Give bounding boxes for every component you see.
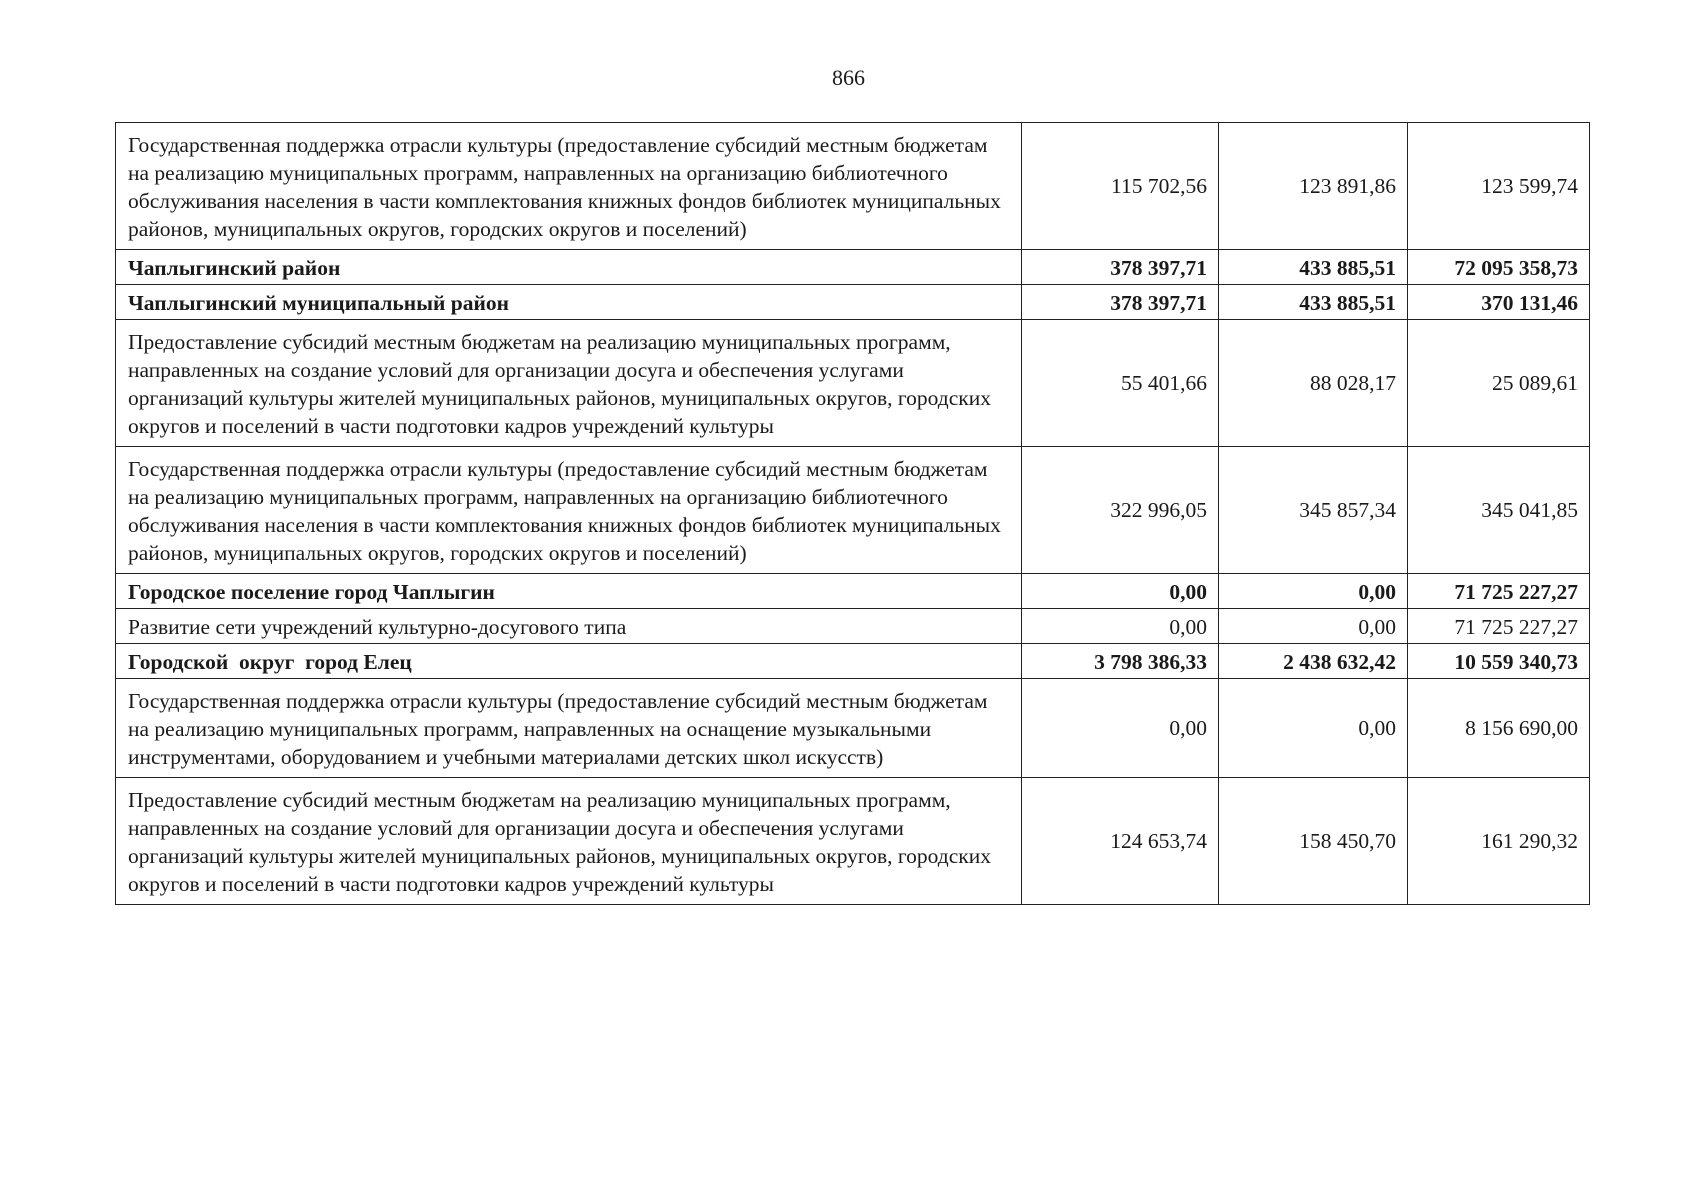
table-row: [116, 320, 1590, 447]
value-col-1: 55 401,66: [1022, 320, 1219, 447]
value-col-2: 0,00: [1219, 574, 1408, 609]
page-number: 866: [832, 65, 865, 90]
row-description: Развитие сети учреждений культурно-досугового типа: [116, 609, 1022, 644]
value-col-1: 3 798 386,33: [1022, 644, 1219, 679]
value-col-3: 345 041,85: [1408, 447, 1590, 574]
table-row: [116, 644, 1590, 679]
value-col-3: 10 559 340,73: [1408, 644, 1590, 679]
table-row: [116, 123, 1590, 250]
value-col-3: 161 290,32: [1408, 778, 1590, 905]
value-col-2: 0,00: [1219, 679, 1408, 778]
table-row: [116, 285, 1590, 320]
table-row: [116, 250, 1590, 285]
value-col-3: 71 725 227,27: [1408, 609, 1590, 644]
value-col-1: 0,00: [1022, 609, 1219, 644]
table-row: [116, 609, 1590, 644]
value-col-1: 115 702,56: [1022, 123, 1219, 250]
value-col-3: 71 725 227,27: [1408, 574, 1590, 609]
row-description: Государственная поддержка отрасли культуры (предоставление субсидий местным бюджетам на реализацию муниципальных программ, направленных на организацию библиотечного обслуживания населения в части комплектования книжных фондов библиотек муниципальных районов, муниципальных округов, городских округов и поселений): [116, 123, 1022, 250]
value-col-2: 433 885,51: [1219, 250, 1408, 285]
value-col-3: 25 089,61: [1408, 320, 1590, 447]
value-col-2: 88 028,17: [1219, 320, 1408, 447]
value-col-2: 158 450,70: [1219, 778, 1408, 905]
value-col-1: 124 653,74: [1022, 778, 1219, 905]
row-description: Чаплыгинский муниципальный район: [116, 285, 1022, 320]
row-description: Чаплыгинский район: [116, 250, 1022, 285]
row-description: Предоставление субсидий местным бюджетам на реализацию муниципальных программ, направленных на создание условий для организации досуга и обеспечения услугами организаций культуры жителей муниципальных районов, муниципальных округов, городских округов и поселений в части подготовки кадров учреждений культуры: [116, 778, 1022, 905]
value-col-2: 123 891,86: [1219, 123, 1408, 250]
row-description: Предоставление субсидий местным бюджетам на реализацию муниципальных программ, направленных на создание условий для организации досуга и обеспечения услугами организаций культуры жителей муниципальных районов, муниципальных округов, городских округов и поселений в части подготовки кадров учреждений культуры: [116, 320, 1022, 447]
row-description: Государственная поддержка отрасли культуры (предоставление субсидий местным бюджетам на реализацию муниципальных программ, направленных на организацию библиотечного обслуживания населения в части комплектования книжных фондов библиотек муниципальных районов, муниципальных округов, городских округов и поселений): [116, 447, 1022, 574]
table-row: [116, 778, 1590, 905]
table-row: [116, 574, 1590, 609]
value-col-1: 0,00: [1022, 679, 1219, 778]
value-col-1: 0,00: [1022, 574, 1219, 609]
value-col-3: 72 095 358,73: [1408, 250, 1590, 285]
value-col-2: 2 438 632,42: [1219, 644, 1408, 679]
value-col-2: 433 885,51: [1219, 285, 1408, 320]
value-col-1: 378 397,71: [1022, 250, 1219, 285]
row-description: Городское поселение город Чаплыгин: [116, 574, 1022, 609]
table-row: [116, 679, 1590, 778]
value-col-3: 370 131,46: [1408, 285, 1590, 320]
value-col-2: 345 857,34: [1219, 447, 1408, 574]
value-col-3: 123 599,74: [1408, 123, 1590, 250]
row-description: Государственная поддержка отрасли культуры (предоставление субсидий местным бюджетам на реализацию муниципальных программ, направленных на оснащение музыкальными инструментами, оборудованием и учебными материалами детских школ искусств): [116, 679, 1022, 778]
budget-table: [115, 122, 1590, 905]
value-col-1: 322 996,05: [1022, 447, 1219, 574]
value-col-3: 8 156 690,00: [1408, 679, 1590, 778]
row-description: Городской округ город Елец: [116, 644, 1022, 679]
value-col-1: 378 397,71: [1022, 285, 1219, 320]
table-row: [116, 447, 1590, 574]
value-col-2: 0,00: [1219, 609, 1408, 644]
